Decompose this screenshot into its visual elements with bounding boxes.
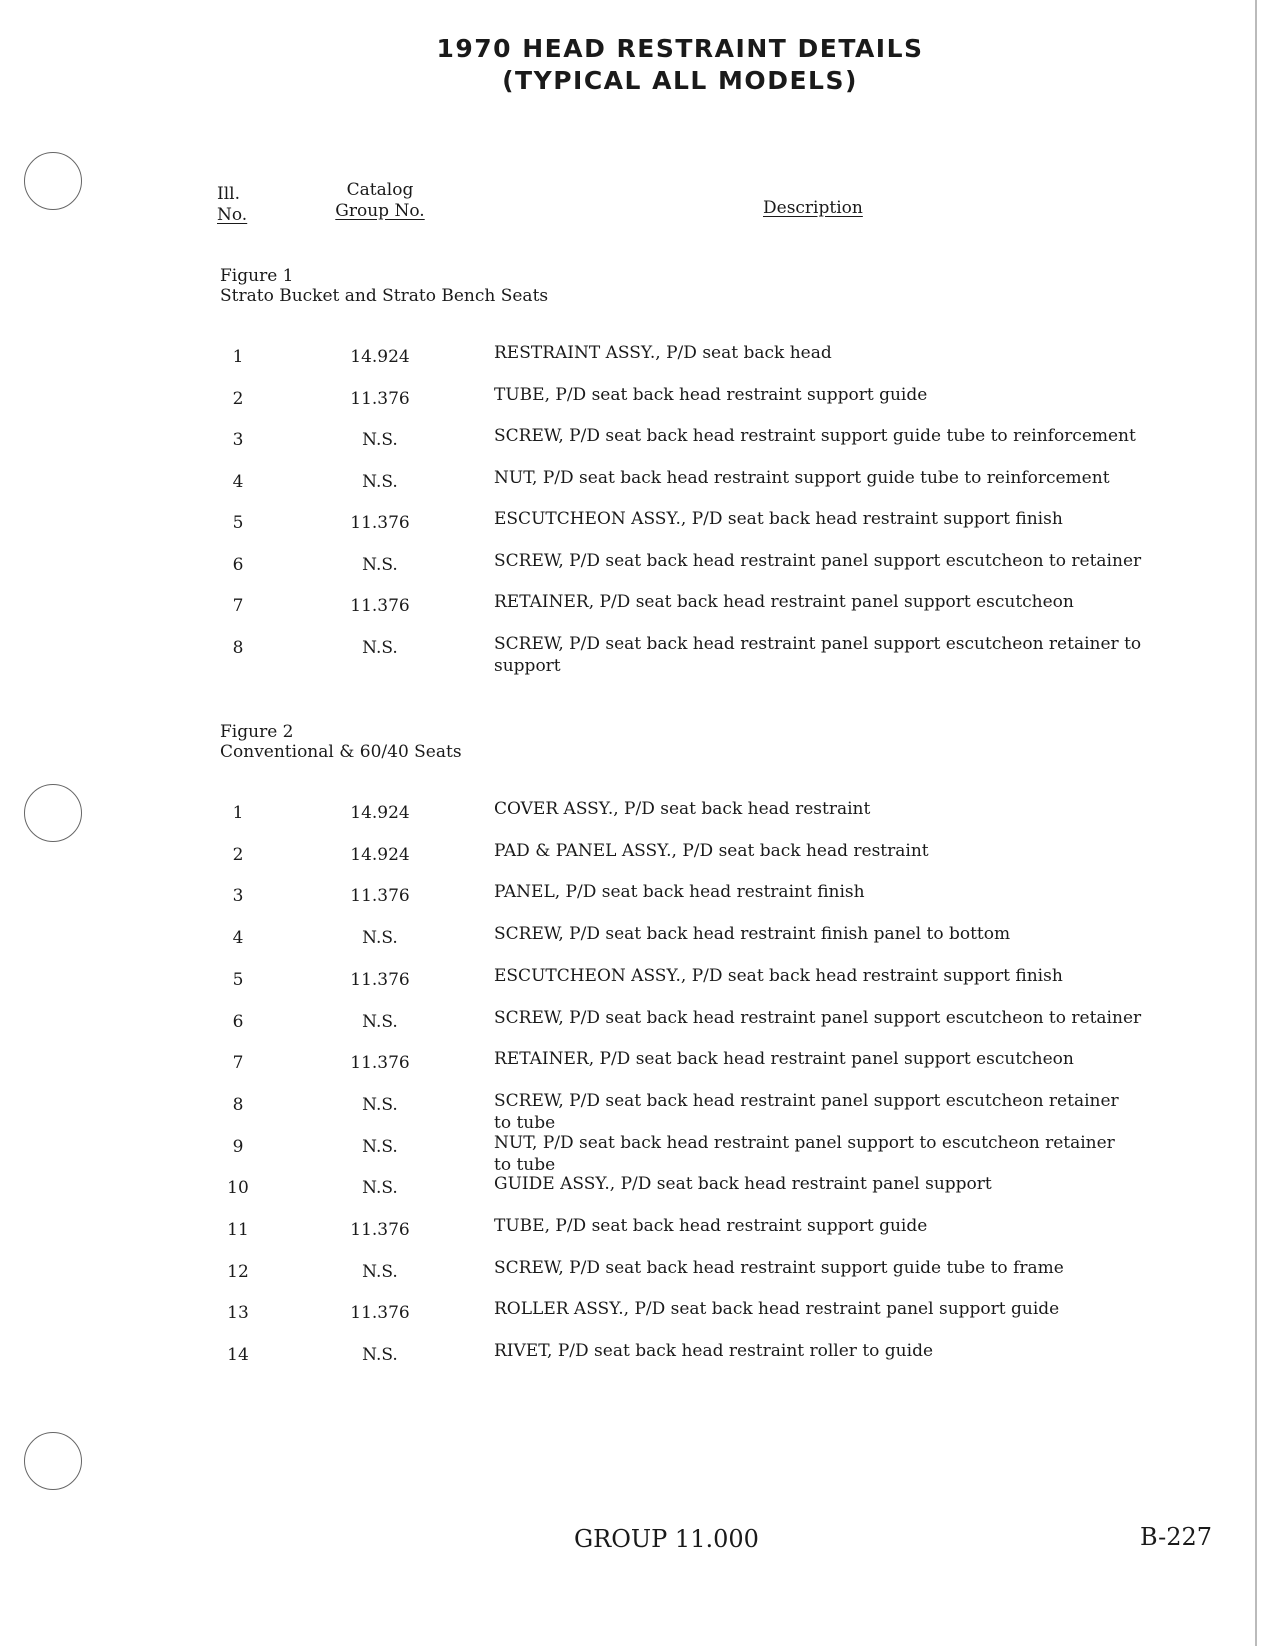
description-cell (494, 923, 1194, 945)
description-line-continued: support (494, 655, 561, 676)
catalog-group-cell: 11.376 (350, 969, 410, 990)
description-line: PANEL, P/D seat back head restraint finish (494, 882, 865, 903)
ill-no-cell: 8 (232, 637, 244, 658)
description-line-continued: to tube (494, 1154, 556, 1175)
catalog-group-cell: 11.376 (350, 1053, 410, 1074)
description-cell (494, 1173, 1194, 1195)
description-cell (494, 881, 1194, 903)
description-cell (494, 798, 1194, 820)
description-cell (494, 1132, 1194, 1176)
page-subtitle: (TYPICAL ALL MODELS) (502, 66, 858, 95)
column-header-ill-no: Ill. No. (217, 184, 248, 225)
column-header-description: Description (763, 198, 863, 218)
description-line: RETAINER, P/D seat back head restraint panel support escutcheon (494, 1049, 1074, 1070)
catalog-group-cell: 11.376 (350, 388, 410, 409)
description-line: TUBE, P/D seat back head restraint support guide (494, 1216, 928, 1236)
description-line: SCREW, P/D seat back head restraint finish panel to bottom (494, 924, 1011, 945)
description-line: ESCUTCHEON ASSY., P/D seat back head restraint support finish (494, 509, 1063, 529)
description-line: SCREW, P/D seat back head restraint panel support escutcheon retainer to (494, 633, 1142, 654)
ill-no-cell: 1 (232, 803, 244, 823)
description-cell (494, 550, 1194, 572)
ill-no-cell: 10 (227, 1178, 249, 1199)
catalog-group-cell: 14.924 (350, 844, 410, 865)
description-cell (494, 342, 1194, 364)
ill-no-cell: 11 (227, 1220, 249, 1240)
description-line-continued: to tube (494, 1112, 556, 1133)
description-cell (494, 965, 1194, 987)
figure-label: Figure 1 (220, 266, 294, 286)
description-cell (494, 384, 1194, 406)
ill-no-cell: 2 (232, 844, 244, 865)
description-line: NUT, P/D seat back head restraint panel support to escutcheon retainer (494, 1132, 1115, 1153)
catalog-group-cell: N.S. (362, 1178, 398, 1199)
catalog-group-cell: N.S. (362, 430, 398, 450)
footer-page-number: B-227 (1140, 1523, 1212, 1551)
catalog-group-cell: N.S. (362, 1011, 398, 1032)
description-cell (494, 591, 1194, 613)
description-line: NUT, P/D seat back head restraint support guide tube to reinforcement (494, 467, 1110, 488)
description-cell (494, 633, 1194, 677)
catalog-group-cell: N.S. (362, 1094, 398, 1115)
figure-label: Figure 2 (220, 722, 294, 742)
ill-no-cell: 3 (232, 430, 244, 450)
footer-group: GROUP 11.000 (574, 1525, 759, 1553)
ill-no-cell: 12 (227, 1261, 249, 1282)
ill-no-cell: 5 (232, 969, 244, 990)
description-cell (494, 1048, 1194, 1070)
description-cell (494, 840, 1194, 862)
catalog-group-cell: 11.376 (350, 1303, 410, 1324)
binder-hole-top (24, 152, 82, 210)
catalog-group-cell: 11.376 (350, 513, 410, 533)
ill-no-cell: 7 (232, 1053, 244, 1074)
catalog-group-cell: 11.376 (350, 596, 410, 616)
figure-caption: Conventional & 60/40 Seats (220, 742, 462, 762)
description-line: RESTRAINT ASSY., P/D seat back head (494, 343, 832, 363)
ill-no-cell: 7 (232, 596, 244, 616)
ill-no-cell: 8 (232, 1094, 244, 1115)
ill-no-cell: 9 (232, 1136, 244, 1157)
figure-heading (220, 722, 462, 762)
ill-no-cell: 4 (232, 471, 244, 492)
binder-hole-middle (24, 784, 82, 842)
catalog-group-cell: N.S. (362, 637, 398, 658)
catalog-group-cell: 11.376 (350, 886, 410, 907)
description-line: COVER ASSY., P/D seat back head restraint (494, 799, 871, 819)
description-line: SCREW, P/D seat back head restraint support guide tube to frame (494, 1257, 1064, 1278)
description-line: TUBE, P/D seat back head restraint support guide (494, 384, 928, 405)
description-line: RETAINER, P/D seat back head restraint panel support escutcheon (494, 592, 1074, 612)
description-line: SCREW, P/D seat back head restraint panel support escutcheon to retainer (494, 1007, 1142, 1028)
figure-caption: Strato Bucket and Strato Bench Seats (220, 286, 549, 306)
description-line: PAD & PANEL ASSY., P/D seat back head restraint (494, 840, 929, 861)
ill-no-cell: 13 (227, 1303, 249, 1324)
catalog-group-cell: 11.376 (350, 1220, 410, 1240)
description-cell (494, 1298, 1194, 1320)
description-cell (494, 1007, 1194, 1029)
description-cell (494, 508, 1194, 530)
description-line: SCREW, P/D seat back head restraint support guide tube to reinforcement (494, 426, 1136, 446)
ill-no-cell: 1 (232, 347, 244, 367)
figure-heading (220, 266, 548, 306)
ill-no-cell: 14 (227, 1345, 249, 1366)
page-title: 1970 HEAD RESTRAINT DETAILS (436, 34, 924, 63)
description-cell (494, 425, 1194, 447)
ill-no-cell: 6 (232, 1011, 244, 1032)
ill-no-cell: 4 (232, 928, 244, 949)
description-line: SCREW, P/D seat back head restraint panel support escutcheon to retainer (494, 550, 1142, 571)
description-cell (494, 1090, 1194, 1134)
page-edge (1255, 0, 1257, 1646)
catalog-group-cell: 14.924 (350, 347, 410, 367)
catalog-group-cell: N.S. (362, 1261, 398, 1282)
binder-hole-bottom (24, 1432, 82, 1490)
description-line: SCREW, P/D seat back head restraint panel support escutcheon retainer (494, 1090, 1119, 1111)
catalog-group-cell: N.S. (362, 1345, 398, 1366)
description-line: GUIDE ASSY., P/D seat back head restraint panel support (494, 1174, 992, 1195)
ill-no-cell: 6 (232, 554, 244, 575)
description-line: ROLLER ASSY., P/D seat back head restraint panel support guide (494, 1299, 1060, 1320)
description-line: ESCUTCHEON ASSY., P/D seat back head restraint support finish (494, 965, 1063, 986)
ill-no-cell: 5 (232, 513, 244, 533)
catalog-group-cell: N.S. (362, 554, 398, 575)
ill-no-cell: 3 (232, 886, 244, 907)
description-line: RIVET, P/D seat back head restraint roller to guide (494, 1341, 934, 1362)
ill-no-cell: 2 (232, 388, 244, 409)
column-header-catalog-group: Catalog Group No. (335, 180, 425, 221)
catalog-group-cell: N.S. (362, 1136, 398, 1157)
description-cell (494, 1215, 1194, 1237)
description-cell (494, 467, 1194, 489)
catalog-group-cell: N.S. (362, 471, 398, 492)
description-cell (494, 1257, 1194, 1279)
catalog-group-cell: 14.924 (350, 803, 410, 823)
description-cell (494, 1340, 1194, 1362)
catalog-group-cell: N.S. (362, 928, 398, 949)
